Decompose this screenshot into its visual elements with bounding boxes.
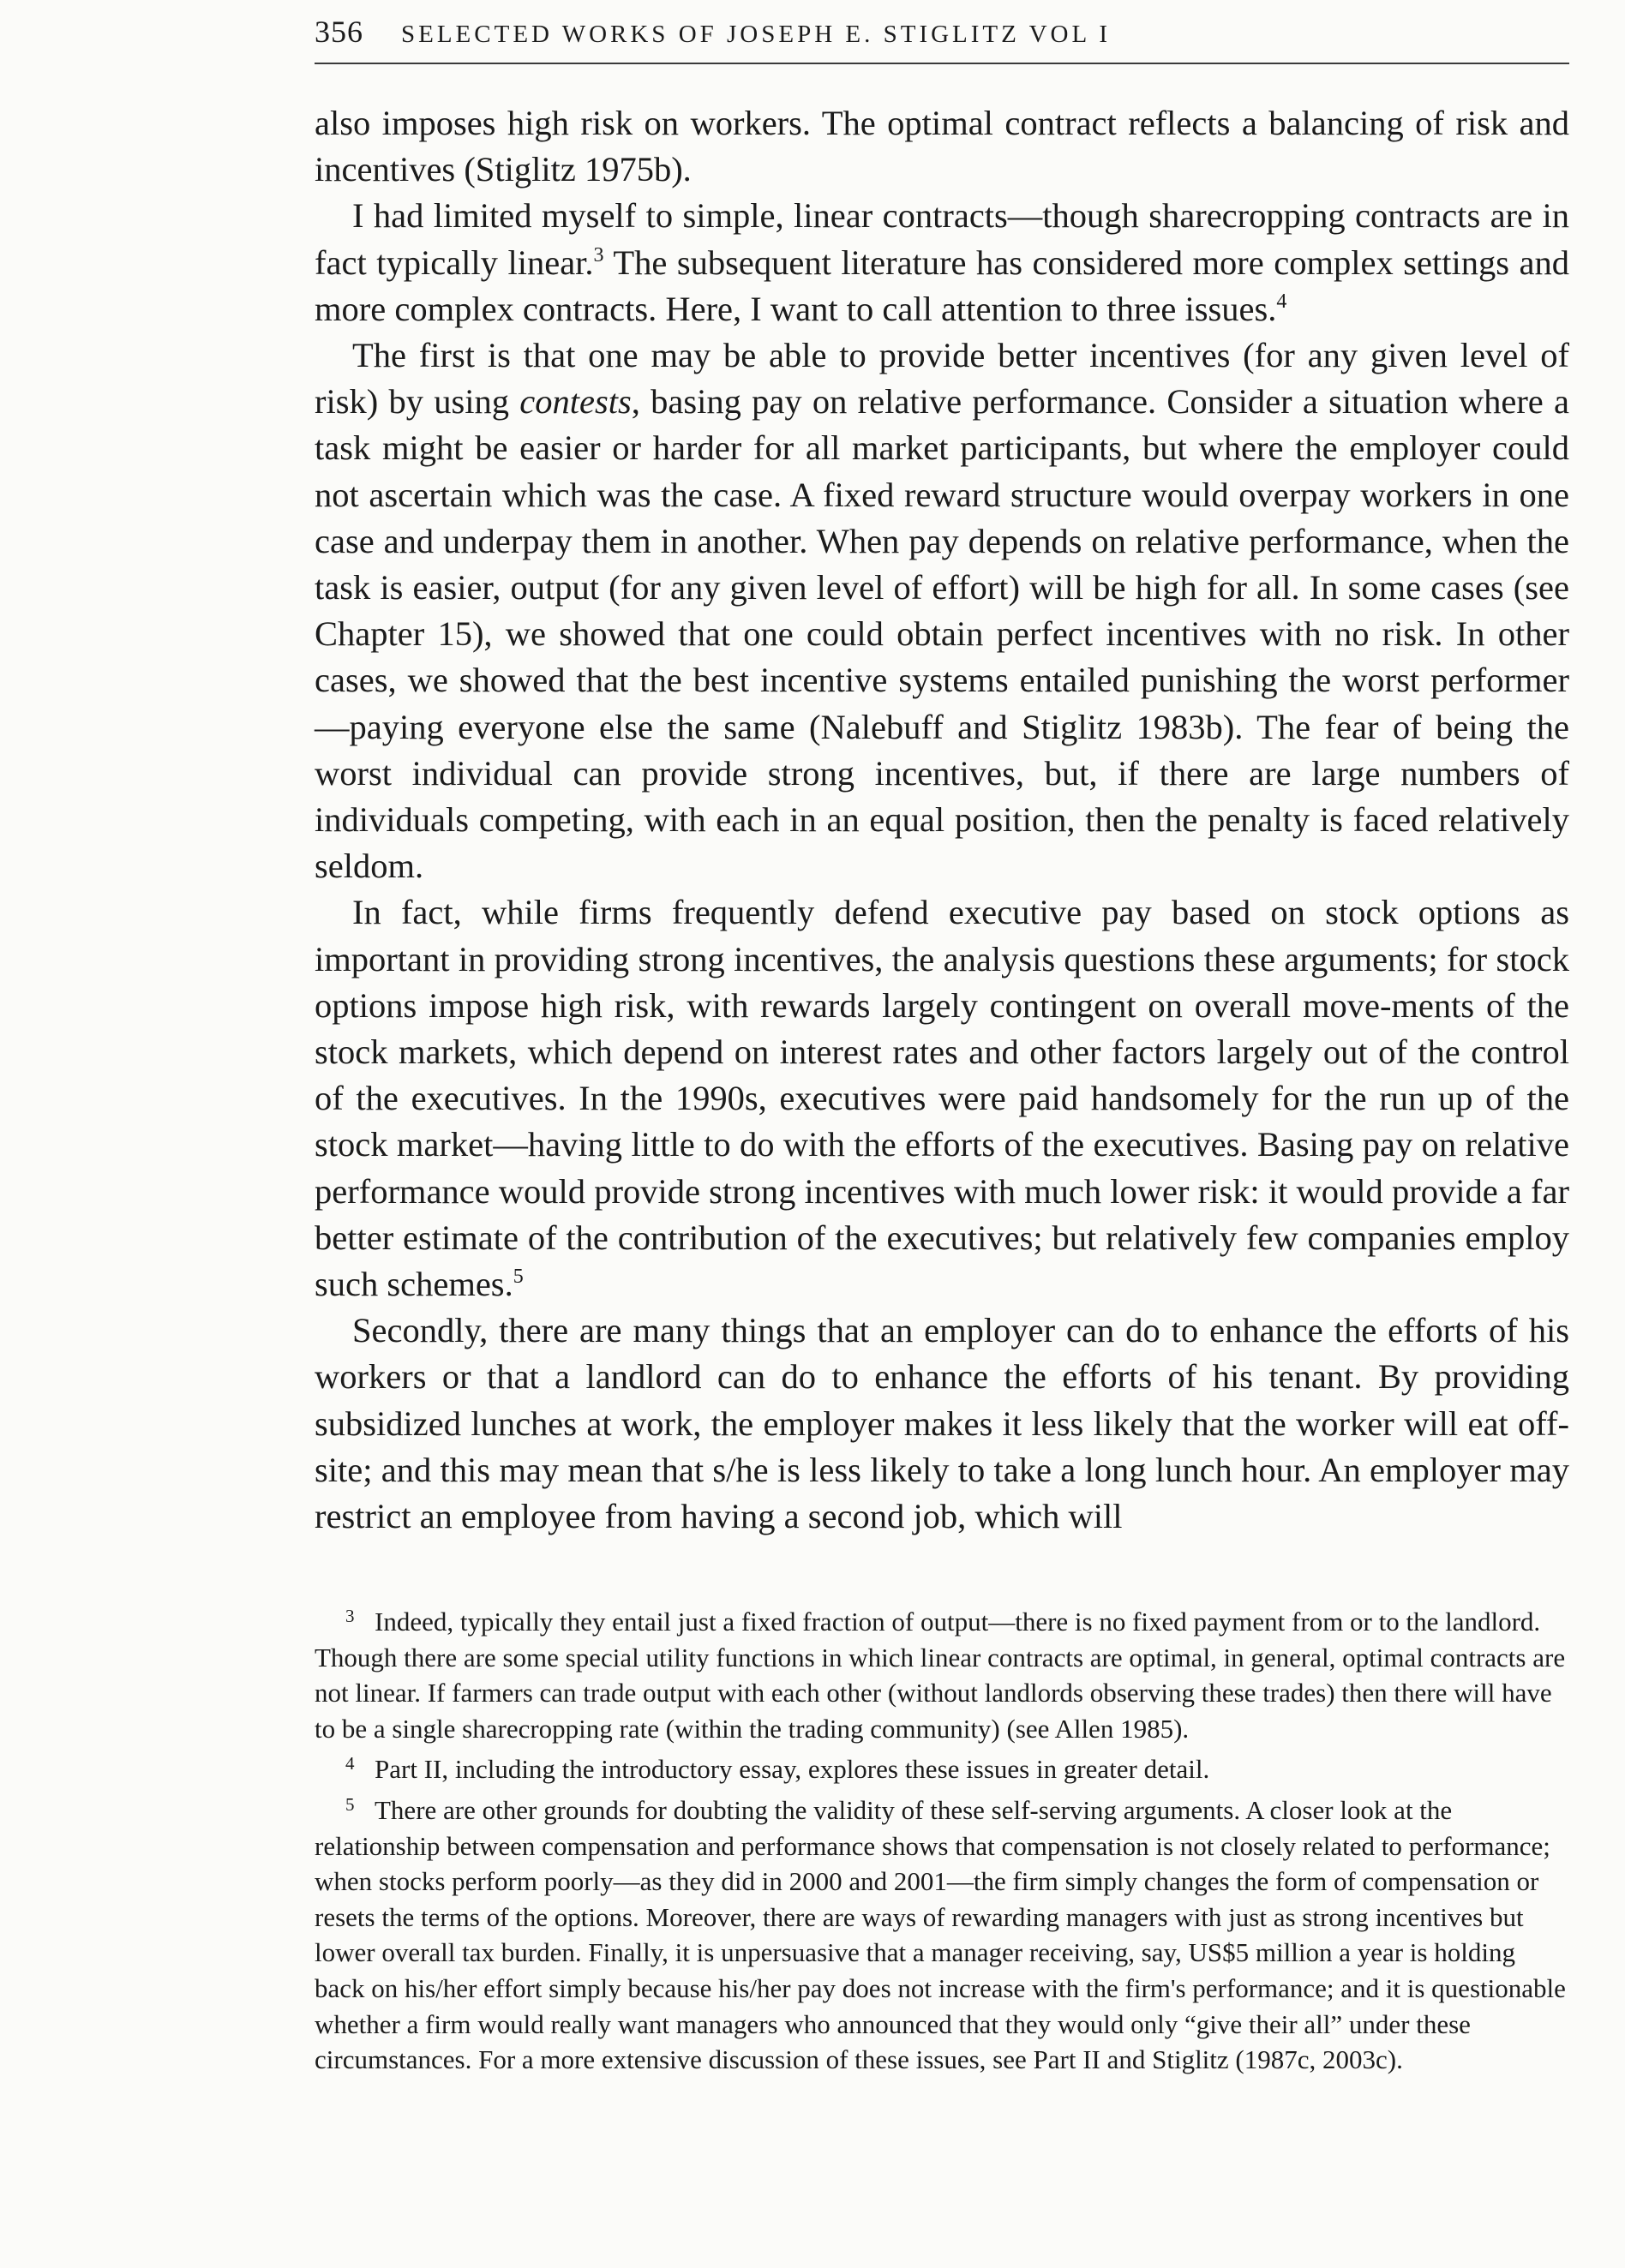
footnote-3-text: Indeed, typically they entail just a fixed fraction of output—there is no fixed payment from or to the landlord. Though there are some special utility functions in which linear contracts are optimal, in general, optimal contracts are not linear. If farmers can trade output with each other (without landlords observing these trades) then there will have to be a single sharecropping rate (within the trading community) (see Allen 1985). [315, 1607, 1566, 1744]
paragraph-3-text-b: , basing pay on relative performance. Consider a situation where a task might be easier or harder for all market participants, but where the employer could not ascertain which was the case. A fixed reward structure would overpay workers in one case and underpay them in another. When pay depends on relative performance, when the task is easier, output (for any given level of effort) will be high for all. In some cases (see Chapter 15), we showed that one could obtain perfect incentives with no risk. In other cases, we showed that the best incentive systems entailed punishing the worst performer—paying everyone else the same (Nalebuff and Stiglitz 1983b). The fear of being the worst individual can provide strong incentives, but, if there are large numbers of individuals competing, with each in an equal position, then the penalty is faced relatively seldom. [315, 382, 1570, 886]
footnote-ref-4[interactable]: 4 [1276, 290, 1287, 313]
paragraph-4 [315, 889, 1569, 1308]
paragraph-2-text-b: The subsequent literature has considered more complex settings and more complex contracts. Here, I want to call attention to three issues. [315, 242, 1569, 328]
body-text [315, 100, 1569, 1540]
paragraph-3-emphasis: contests [519, 382, 632, 422]
paragraph-3-text-a: The first is that one may be able to provide better incentives (for any given level of risk) by using [315, 336, 1569, 422]
running-head: SELECTED WORKS OF JOSEPH E. STIGLITZ VOL I [401, 21, 1112, 48]
footnote-ref-5[interactable]: 5 [513, 1266, 524, 1289]
footnote-5-text: There are other grounds for doubting the validity of these self-serving arguments. A closer look at the relationship between compensation and performance shows that compensation is not closely related to performance; when stocks perform poorly—as they did in 2000 and 2001—the firm simply changes the form of compensation or resets the terms of the options. Moreover, there are ways of rewarding managers with just as strong incentives but lower overall tax burden. Finally, it is unpersuasive that a manager receiving, say, US$5 million a year is holding back on his/her effort simply because his/her pay does not increase with the firm's performance; and it is questionable whether a firm would really want managers who announced that they would only “give their all” under these circumstances. For a more extensive discussion of these issues, see Part II and Stiglitz (1987c, 2003c). [315, 1794, 1566, 2075]
paragraph-1 [315, 100, 1569, 193]
footnote-3-mark: 3 [345, 1606, 355, 1626]
paragraph-3 [315, 332, 1569, 889]
footnote-ref-3[interactable]: 3 [593, 243, 604, 266]
footnote-4 [315, 1746, 1569, 1787]
footnotes [315, 1599, 1569, 2078]
footnote-5 [315, 1787, 1569, 2078]
footnote-4-text: Part II, including the introductory essay, explores these issues in greater detail. [375, 1754, 1210, 1785]
paragraph-1-text: also imposes high risk on workers. The optimal contract reflects a balancing of risk and incentives (Stiglitz 1975b). [315, 104, 1569, 189]
paragraph-5-text: Secondly, there are many things that an employer can do to enhance the efforts of his workers or that a landlord can do to enhance the efforts of his tenant. By providing subsidized lunches at work, the employer makes it less likely that the worker will eat off-site; and this may mean that s/he is less likely to take a long lunch hour. An employer may restrict an employee from having a second job, which will [315, 1311, 1569, 1536]
footnote-4-mark: 4 [345, 1753, 355, 1774]
paragraph-2 [315, 193, 1569, 332]
header-rule [315, 63, 1569, 64]
paragraph-2-text-a: I had limited myself to simple, linear contracts—though sharecropping contracts are in fact typically linear. [315, 196, 1569, 282]
page-number: 356 [315, 15, 363, 49]
footnote-5-mark: 5 [345, 1793, 355, 1815]
paragraph-4-text: In fact, while firms frequently defend executive pay based on stock options as important in providing strong incentives, the analysis questions these arguments; for stock options impose high risk, with rewards largely contingent on overall move-ments of the stock markets, which depend on interest rates and other factors largely out of the control of the executives. In the 1990s, executives were paid handsomely for the run up of the stock market—having little to do with the efforts of the executives. Basing pay on relative performance would provide strong incentives with much lower risk: it would provide a far better estimate of the contribution of the executives; but relatively few companies employ such schemes. [315, 893, 1569, 1304]
page-header [315, 14, 1569, 62]
paragraph-5 [315, 1308, 1569, 1540]
footnote-3 [315, 1599, 1569, 1746]
